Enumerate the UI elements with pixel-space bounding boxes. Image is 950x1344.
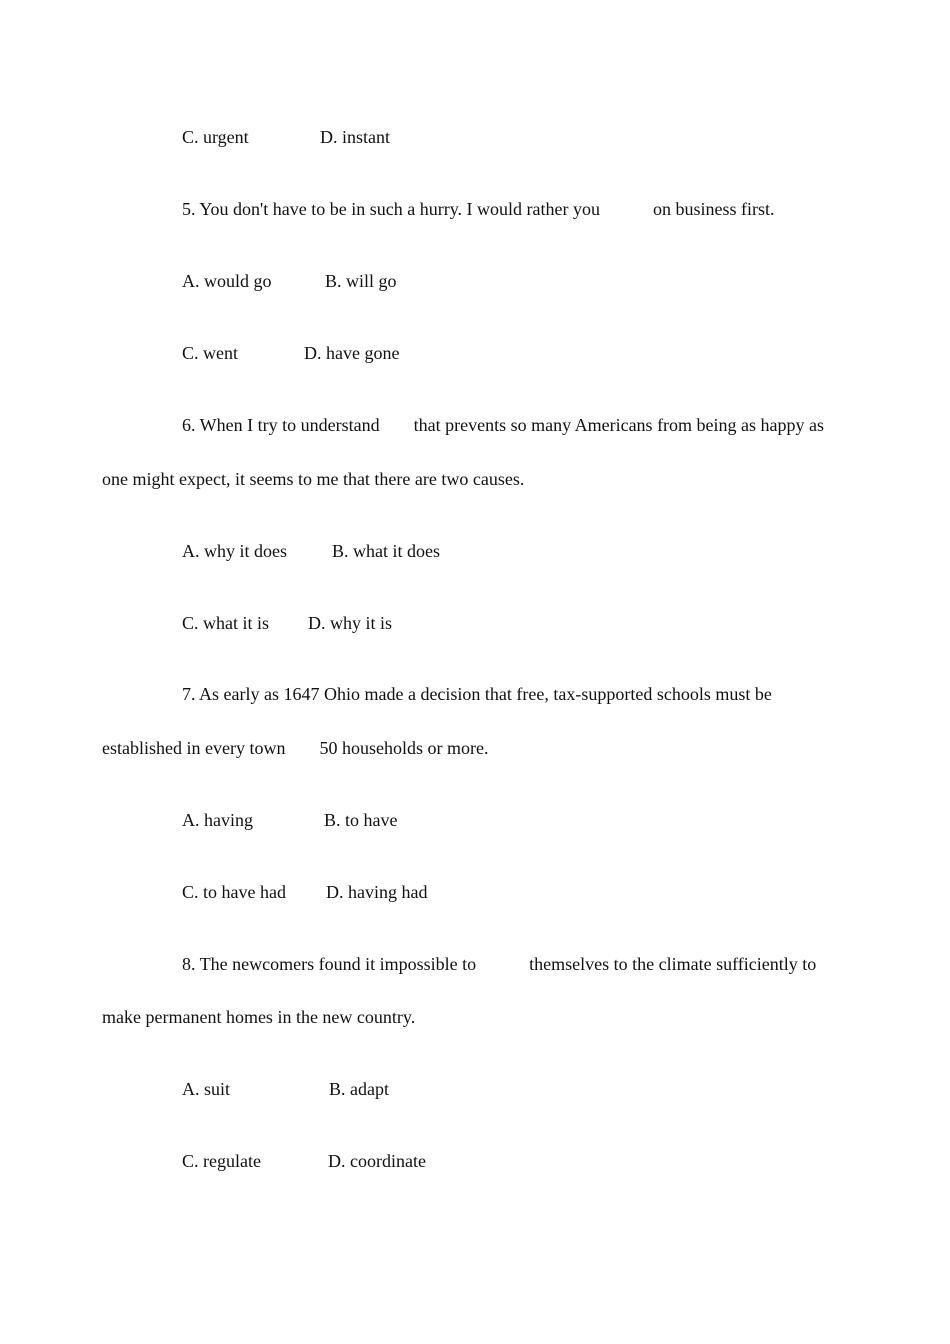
q8-option-b: B. adapt — [329, 1079, 389, 1099]
q6-options-row-1 — [182, 540, 440, 562]
q5-stem-line-1 — [182, 198, 775, 220]
q8-stem-line-1 — [182, 953, 816, 975]
q5-stem-part-1: 5. You don't have to be in such a hurry. I would rather you — [182, 199, 601, 219]
q7-stem-line-2 — [102, 737, 488, 759]
q6-stem-line-2 — [102, 468, 524, 490]
q7-option-a: A. having — [182, 810, 253, 830]
q8-stem-part-2: themselves to the climate sufficiently to — [529, 954, 817, 974]
q6-stem-part-3: one might expect, it seems to me that there are two causes. — [102, 469, 525, 489]
q7-option-b: B. to have — [324, 810, 398, 830]
q4-options-row-2 — [182, 126, 390, 148]
q8-stem-part-1: 8. The newcomers found it impossible to — [182, 954, 477, 974]
q6-option-c: C. what it is — [182, 613, 270, 633]
q5-option-c: C. went — [182, 343, 238, 363]
q4-option-d: D. instant — [320, 127, 390, 147]
q6-stem-line-1 — [182, 414, 824, 436]
q7-option-c: C. to have had — [182, 882, 286, 902]
q8-options-row-1 — [182, 1078, 389, 1100]
q5-option-b: B. will go — [325, 271, 397, 291]
q6-option-a: A. why it does — [182, 541, 287, 561]
q5-stem-part-2: on business first. — [653, 199, 775, 219]
q7-options-row-2 — [182, 881, 427, 903]
q8-option-c: C. regulate — [182, 1151, 261, 1171]
q7-option-d: D. having had — [326, 882, 428, 902]
q8-option-a: A. suit — [182, 1079, 231, 1099]
q8-stem-part-3: make permanent homes in the new country. — [102, 1007, 416, 1027]
q5-options-row-2 — [182, 342, 399, 364]
q4-option-c: C. urgent — [182, 127, 249, 147]
q6-option-b: B. what it does — [332, 541, 440, 561]
q8-option-d: D. coordinate — [328, 1151, 426, 1171]
q5-option-d: D. have gone — [304, 343, 400, 363]
q6-stem-part-2: that prevents so many Americans from being as happy as — [413, 415, 825, 435]
q7-stem-line-1 — [182, 683, 772, 705]
q7-options-row-1 — [182, 809, 398, 831]
q8-options-row-2 — [182, 1150, 426, 1172]
q6-options-row-2 — [182, 612, 392, 634]
q7-stem-part-2: established in every town — [102, 738, 286, 758]
q7-stem-part-3: 50 households or more. — [319, 738, 489, 758]
q5-option-a: A. would go — [182, 271, 272, 291]
q6-option-d: D. why it is — [308, 613, 393, 633]
q7-stem-part-1: 7. As early as 1647 Ohio made a decision that free, tax-supported schools must be — [182, 684, 772, 704]
q6-stem-part-1: 6. When I try to understand — [182, 415, 380, 435]
q8-stem-line-2 — [102, 1006, 415, 1028]
q5-options-row-1 — [182, 270, 397, 292]
